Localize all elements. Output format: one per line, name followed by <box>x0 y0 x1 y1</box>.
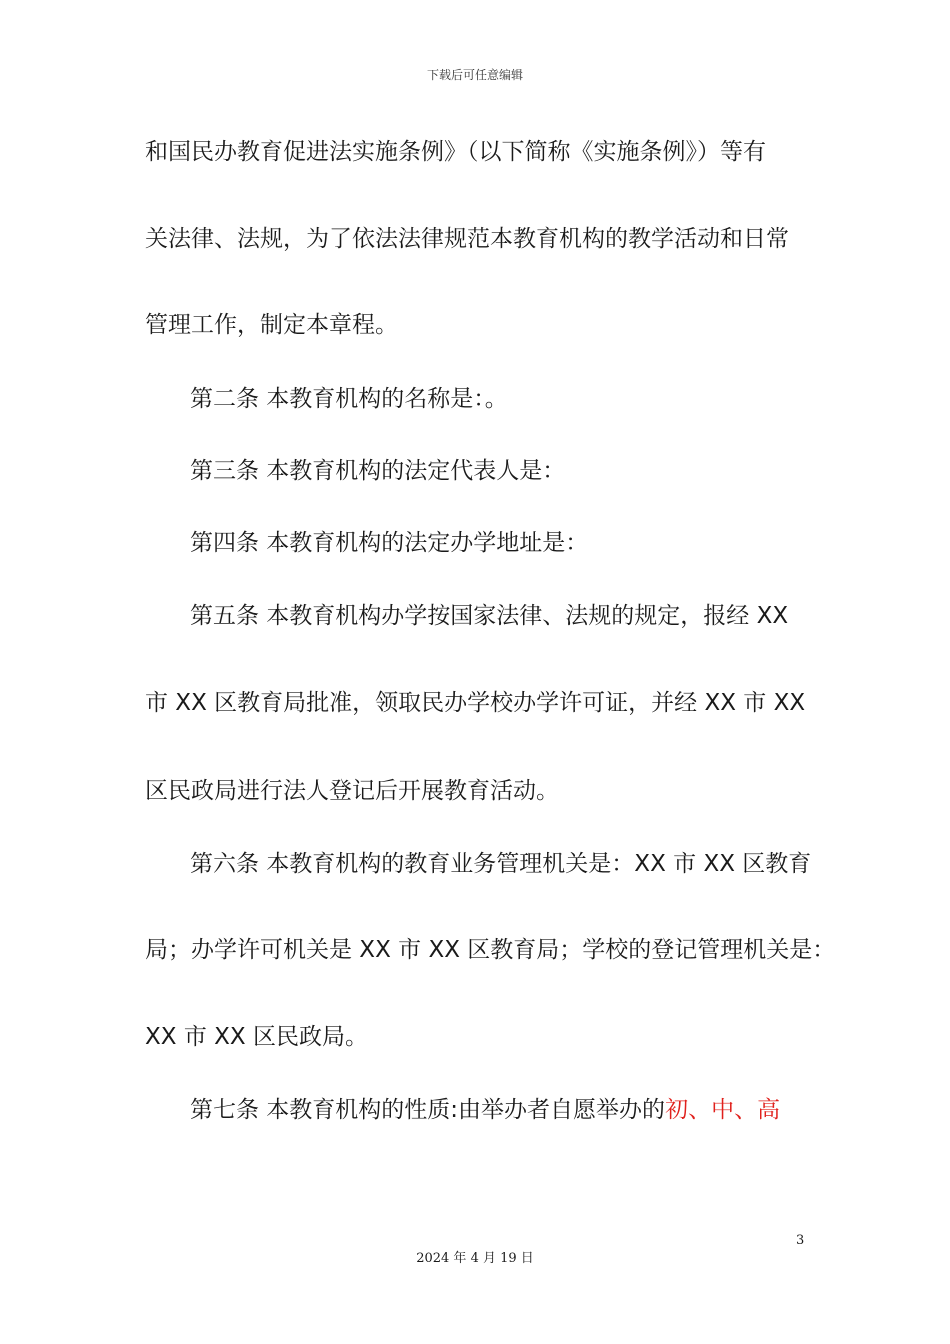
article-6: 第六条 本教育机构的教育业务管理机关是：XX 市 XX 区教育 <box>190 851 812 877</box>
article-3: 第三条 本教育机构的法定代表人是： <box>190 458 566 484</box>
text-line-3: 管理工作，制定本章程。 <box>145 312 398 338</box>
text-line-2: 关法律、法规，为了依法法律规范本教育机构的教学活动和日常 <box>145 226 789 252</box>
text-line-11: 局；办学许可机关是 XX 市 XX 区教育局；学校的登记管理机关是： <box>145 937 836 963</box>
footer-date: 2024 年 4 月 19 日 <box>416 1251 534 1266</box>
highlighted-text: 初、中、高 <box>665 1097 781 1123</box>
article-2: 第二条 本教育机构的名称是：。 <box>190 386 508 412</box>
text-line-12: XX 市 XX 区民政局。 <box>145 1024 368 1050</box>
text-line-9: 区民政局进行法人登记后开展教育活动。 <box>145 778 559 804</box>
article-4: 第四条 本教育机构的法定办学地址是： <box>190 530 589 556</box>
page-number: 3 <box>796 1233 805 1248</box>
page-header: 下载后可任意编辑 <box>426 68 523 82</box>
article-5: 第五条 本教育机构办学按国家法律、法规的规定，报经 XX <box>190 603 789 629</box>
text-line-1: 和国民办教育促进法实施条例》（以下简称《实施条例》）等有 <box>145 139 766 165</box>
article-7-text: 第七条 本教育机构的性质:由举办者自愿举办的 <box>190 1097 666 1123</box>
article-7 <box>190 1095 810 1125</box>
text-line-8: 市 XX 区教育局批准，领取民办学校办学许可证，并经 XX 市 XX <box>145 690 806 716</box>
